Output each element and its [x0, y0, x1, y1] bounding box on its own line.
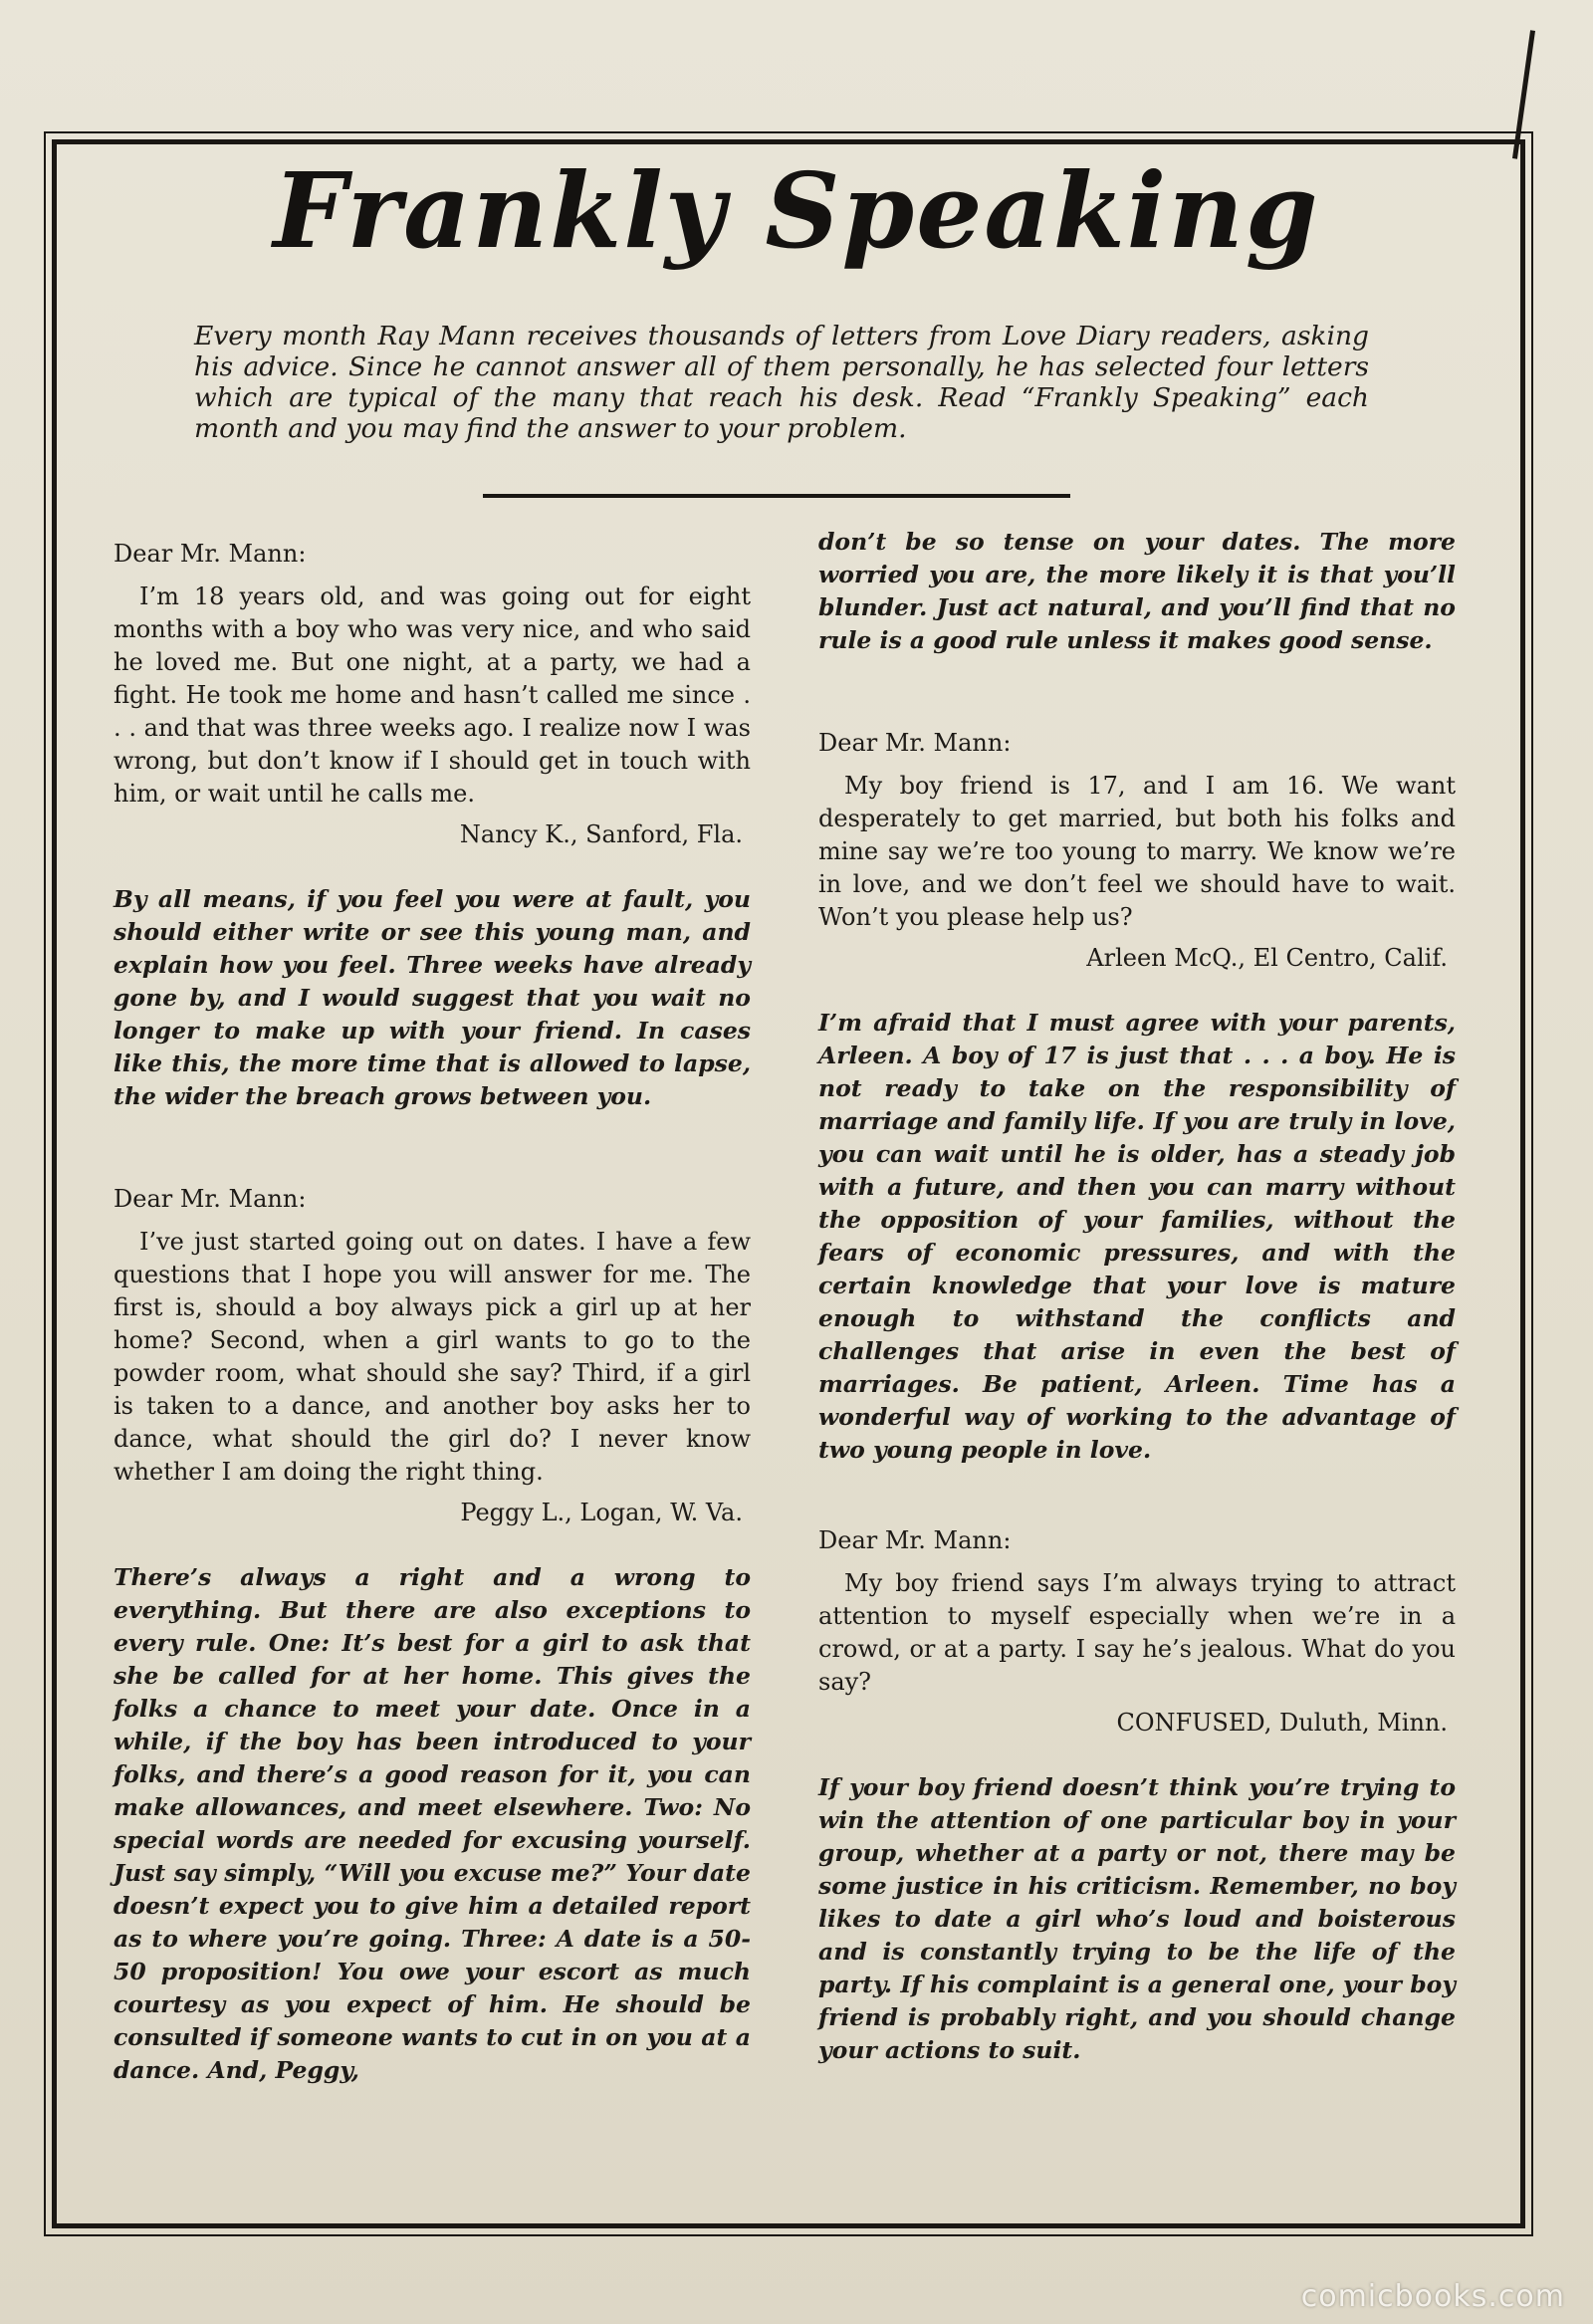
letter-signature: Arleen McQ., El Centro, Calif. [1086, 944, 1448, 972]
letter-body: My boy friend says I’m always trying to attract attention to myself especially when we’re in a crowd, or at a party. I say he’s jealous. What do you say? [818, 1569, 1456, 1696]
answer-text: If your boy friend doesn’t think you’re trying to win the attention of one particular boy in your group, whether at a party or not, there may be some justice in his criticism. Remember, no boy likes to date a girl who’s loud and boisterous and is constantly trying to be the life of the party. If his complaint is a general one, your boy friend is probably right, and you should change your actions to suit. [818, 1773, 1456, 2064]
spacer [114, 1113, 751, 1183]
spacer [818, 1467, 1456, 1524]
letter-signature: CONFUSED, Duluth, Minn. [1116, 1709, 1448, 1737]
letter-salutation: Dear Mr. Mann: [818, 1526, 1012, 1554]
intro-paragraph: Every month Ray Mann receives thousands of letters from Love Diary readers, asking his advice. Since he cannot answer all of them personally, he has selected four letters which are typical of the many that reach his desk. Read “Frankly Speaking” each month and you may find the answer to your problem. [194, 321, 1369, 444]
divider-rule [483, 494, 1070, 498]
answer-text: I’m afraid that I must agree with your parents, Arleen. A boy of 17 is just that . . . a boy. He is not ready to take on the responsibility of marriage and family life. If you are truly in love, you can wait until he is older, has a steady job with a future, and then you can marry without the opposition of your families, without the fears of economic pressures, and with the certain knowledge that your love is mature enough to withstand the conflicts and challenges that arise in even the best of marriages. Be patient, Arleen. Time has a wonderful way of working to the advantage of two young people in love. [818, 1009, 1456, 1464]
letter-signature: Peggy L., Logan, W. Va. [460, 1499, 743, 1526]
letter-body: I’m 18 years old, and was going out for eight months with a boy who was very nice, and who said he loved me. But one night, at a party, we had a fight. He took me home and hasn’t called me since . . . and that was three weeks ago. I realize now I was wrong, but don’t know if I should get in touch with him, or wait until he calls me. [114, 582, 751, 808]
letter-arleen [818, 727, 1456, 1467]
right-column [818, 526, 1456, 2067]
site-watermark: comicbooks.com [1300, 2279, 1565, 2314]
answer-continuation: don’t be so tense on your dates. The more worried you are, the more likely it is that you’ll blunder. Just act natural, and you’ll find that no rule is a good rule unless it makes good sense. [818, 528, 1456, 654]
letter-salutation: Dear Mr. Mann: [818, 729, 1012, 757]
letter-salutation: Dear Mr. Mann: [114, 1185, 307, 1213]
letter-signature: Nancy K., Sanford, Fla. [459, 820, 743, 848]
letter-body: I’ve just started going out on dates. I have a few questions that I hope you will answer for me. The first is, should a boy always pick a girl up at her home? Second, when a girl wants to go to the powder room, what should she say? Third, if a girl is taken to a dance, and another boy asks her to dance, what should the girl do? I never know whether I am doing the right thing. [114, 1228, 751, 1486]
answer-text: By all means, if you feel you were at fault, you should either write or see this young man, and explain how you feel. Three weeks have already gone by, and I would suggest that you wait no longer to make up with your friend. In cases like this, the more time that is allowed to lapse, the wider the breach grows between you. [114, 885, 751, 1110]
letter-salutation: Dear Mr. Mann: [114, 540, 307, 568]
letter-peggy [114, 1183, 751, 2087]
left-column [114, 538, 751, 2087]
letter-body: My boy friend is 17, and I am 16. We want desperately to get married, but both his folks and mine say we’re too young to marry. We know we’re in love, and we don’t feel we should have to wait. Won’t you please help us? [818, 772, 1456, 931]
page-title: Frankly Speaking [273, 149, 1320, 272]
letter-confused [818, 1524, 1456, 2067]
answer-text: There’s always a right and a wrong to everything. But there are also exceptions to every rule. One: It’s best for a girl to ask that she be called for at her home. This gives the folks a chance to meet your date. Once in a while, if the boy has been introduced to your folks, and there’s a good reason for it, you can make allowances, and meet elsewhere. Two: No special words are needed for excusing yourself. Just say simply, “Will you excuse me?” Your date doesn’t expect you to give him a detailed report as to where you’re going. Three: A date is a 50-50 proposition! You owe your escort as much courtesy as you expect of him. He should be consulted if someone wants to cut in on you at a dance. And, Peggy, [114, 1563, 751, 2084]
letter-nancy [114, 538, 751, 1113]
spacer [818, 657, 1456, 727]
